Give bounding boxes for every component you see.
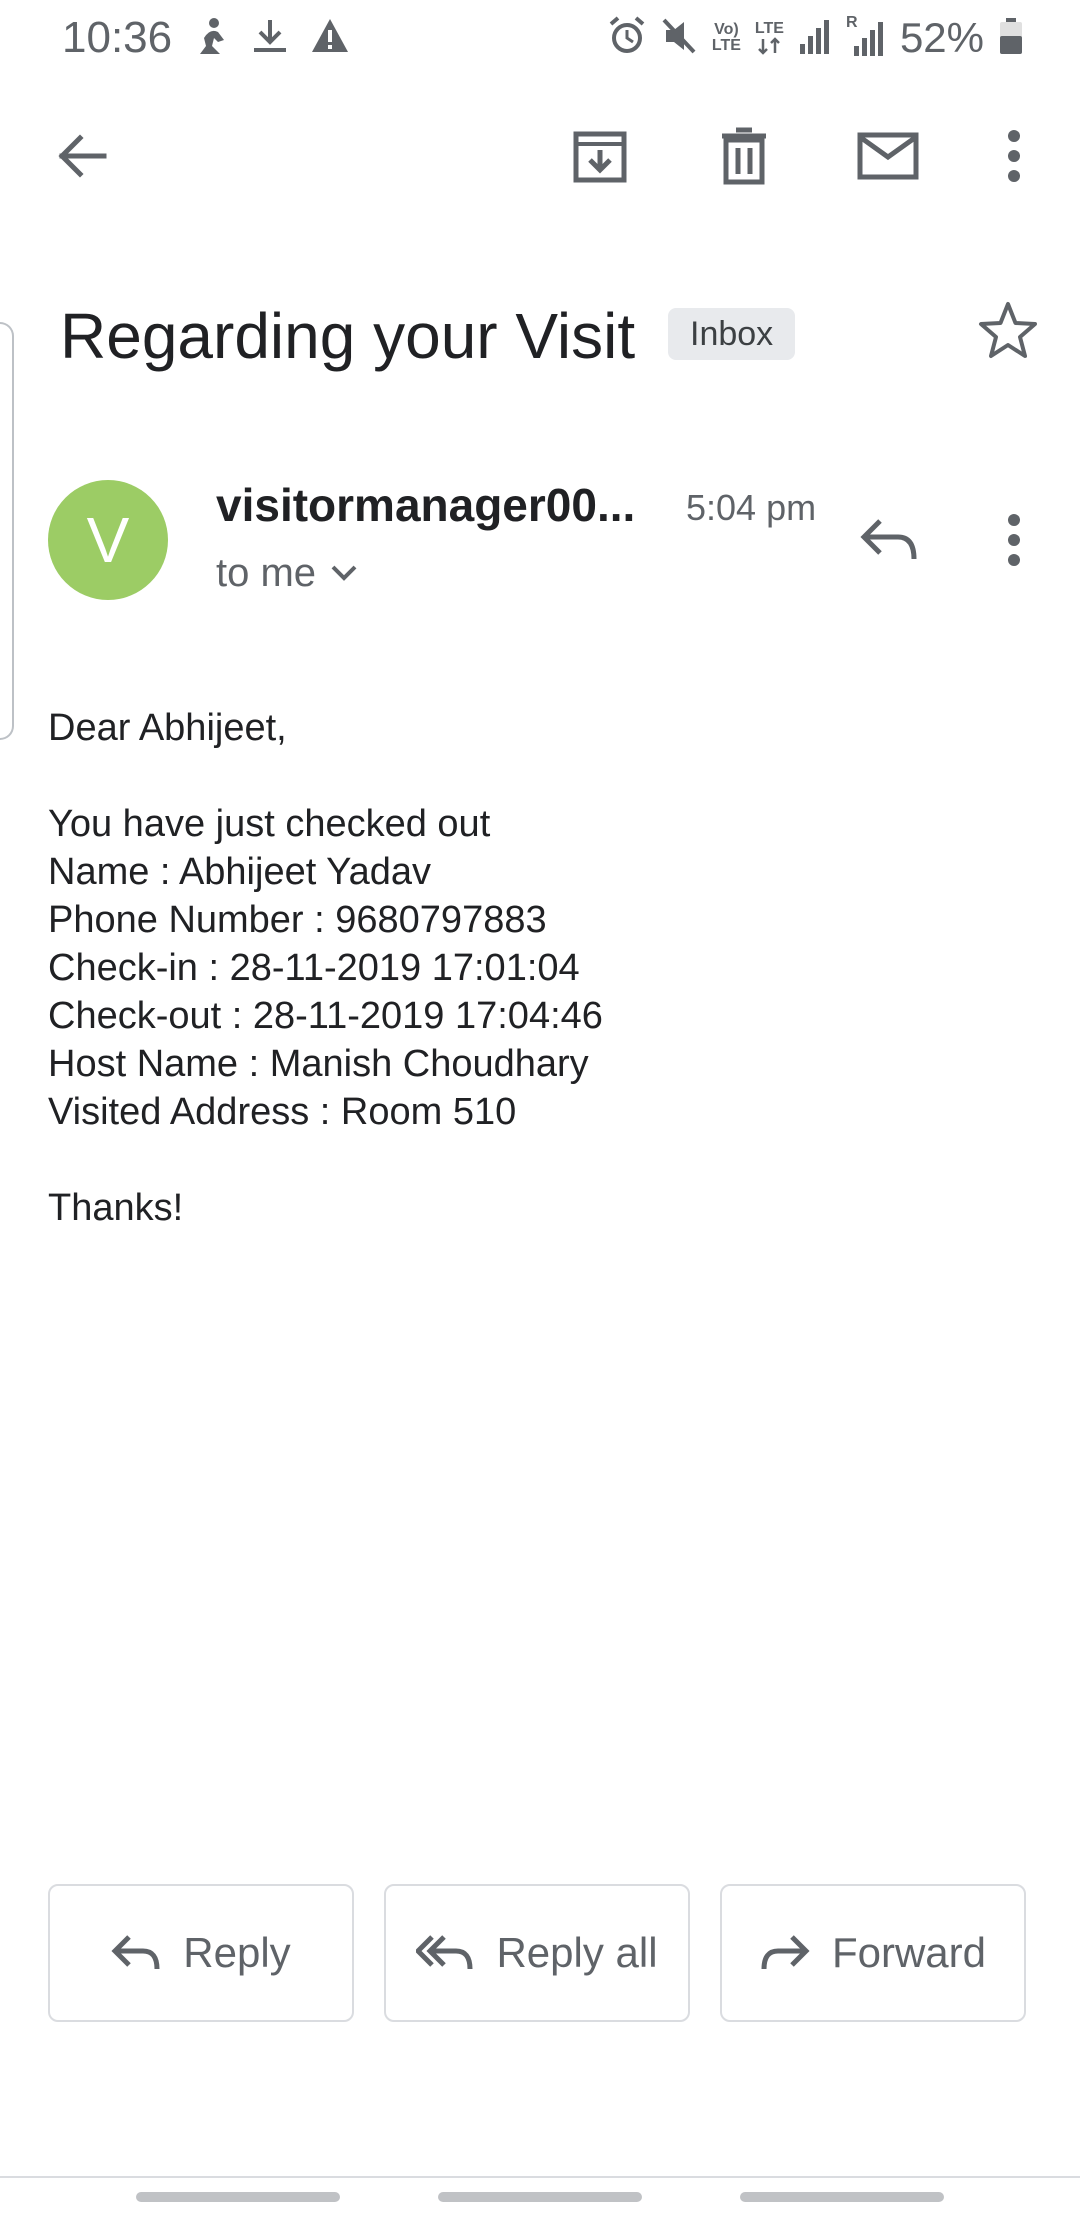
email-body — [48, 704, 1028, 1232]
nav-back-handle[interactable] — [740, 2192, 944, 2202]
email-time: 5:04 pm — [686, 487, 817, 528]
body-greeting: Dear Abhijeet, — [48, 707, 287, 749]
body-closing: Thanks! — [48, 1187, 184, 1229]
sender-avatar[interactable]: V — [48, 480, 168, 600]
back-arrow-icon — [54, 128, 110, 184]
mute-icon — [660, 16, 698, 61]
status-left-icons — [196, 14, 350, 62]
body-line: Phone Number : 9680797883 — [48, 899, 547, 941]
body-line: Name : Abhijeet Yadav — [48, 851, 432, 893]
delete-button[interactable] — [704, 116, 784, 196]
signal-roaming-icon — [845, 14, 886, 58]
chevron-down-icon — [330, 563, 358, 583]
more-options-icon — [1006, 512, 1022, 568]
alarm-icon — [608, 16, 646, 61]
forward-icon — [760, 1933, 810, 1973]
lte-icon — [755, 21, 784, 55]
body-line: You have just checked out — [48, 803, 491, 845]
star-icon — [977, 300, 1039, 360]
star-button[interactable] — [968, 290, 1048, 370]
mark-unread-button[interactable] — [848, 116, 928, 196]
reply-all-button[interactable] — [384, 1884, 690, 2022]
reply-icon-button[interactable] — [848, 500, 928, 580]
status-time: 10:36 — [62, 13, 173, 62]
person-running-icon — [196, 16, 230, 61]
warning-icon — [310, 16, 350, 61]
volte-top-label: Vo) — [714, 21, 739, 38]
signal-icon — [798, 16, 832, 61]
volte-icon — [712, 22, 741, 54]
forward-button[interactable] — [720, 1884, 1026, 2022]
reply-button[interactable] — [48, 1884, 354, 2022]
volte-bottom-label: LTE — [711, 37, 741, 54]
inbox-label-chip[interactable]: Inbox — [668, 308, 795, 360]
status-right-icons — [608, 12, 1024, 64]
nav-recents-handle[interactable] — [136, 2192, 340, 2202]
lte-label: LTE — [754, 20, 784, 37]
message-more-options-button[interactable] — [974, 500, 1054, 580]
nav-divider — [0, 2176, 1080, 2178]
body-line: Check-in : 28-11-2019 17:01:04 — [48, 947, 580, 989]
status-bar — [0, 0, 1080, 76]
reply-icon — [111, 1933, 161, 1973]
more-options-button[interactable] — [974, 116, 1054, 196]
recipient-details-toggle[interactable] — [216, 548, 358, 598]
body-line: Host Name : Manish Choudhary — [48, 1043, 589, 1085]
forward-label: Forward — [831, 1929, 987, 1976]
sender-name[interactable]: visitormanager00... — [216, 479, 636, 531]
body-line: Visited Address : Room 510 — [48, 1091, 517, 1133]
archive-icon — [570, 126, 630, 186]
body-line: Check-out : 28-11-2019 17:04:46 — [48, 995, 603, 1037]
nav-home-handle[interactable] — [438, 2192, 642, 2202]
battery-percent: 52% — [899, 14, 984, 61]
reply-all-icon — [416, 1933, 474, 1973]
more-options-icon — [1006, 128, 1022, 184]
email-subject: Regarding your Visit — [60, 300, 636, 372]
recipient-label: to me — [216, 551, 317, 595]
reply-label: Reply — [183, 1929, 291, 1976]
delete-icon — [716, 126, 772, 186]
archive-button[interactable] — [560, 116, 640, 196]
mark-unread-icon — [856, 129, 920, 183]
back-button[interactable] — [42, 116, 122, 196]
reply-all-label: Reply all — [496, 1929, 658, 1976]
edge-panel-handle[interactable] — [0, 322, 14, 740]
battery-icon — [998, 16, 1024, 61]
roaming-label: R — [845, 14, 858, 31]
reply-icon — [858, 517, 918, 563]
download-icon — [250, 16, 290, 61]
